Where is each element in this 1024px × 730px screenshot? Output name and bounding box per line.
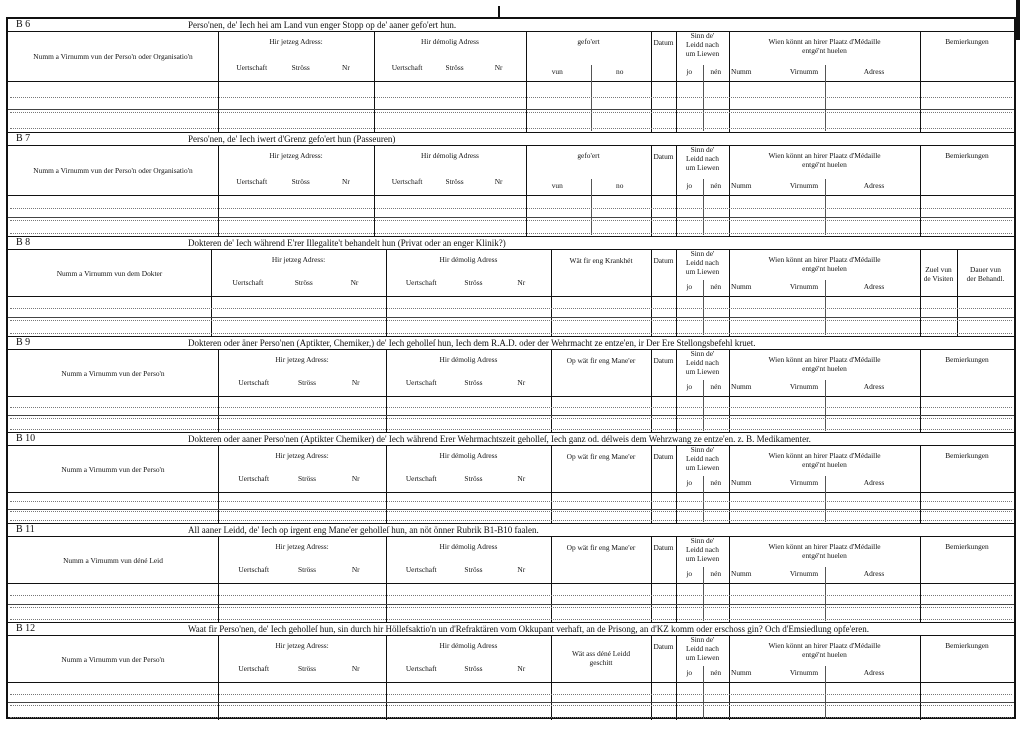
nen-label: nén (710, 67, 722, 76)
section-code: B 8 (16, 237, 31, 248)
section-header-bar (8, 524, 1014, 537)
sinn-header-2: Leidd nach (685, 454, 720, 463)
entry-line[interactable] (10, 705, 1012, 706)
numm-label: Numm (731, 478, 752, 487)
row-rule (8, 415, 1014, 416)
wien-header-1: Wien könnt an hirer Plaatz d'Médaille (768, 542, 881, 551)
section-title: Perso'nen, de' Iech hei am Land vun enger Stopp op de' aaner gefo'ert hun. (188, 20, 457, 30)
row-rule (8, 217, 1014, 218)
virnumm-label: Virnumm (789, 382, 819, 391)
jo-label: jo (686, 668, 693, 677)
sinn-header-3: um Liewen (685, 367, 720, 376)
header-rule (8, 583, 1014, 584)
uertschaft-label: Uertschaft (236, 63, 268, 72)
entry-line[interactable] (10, 501, 1012, 502)
section-b-9 (8, 337, 1014, 433)
uertschaft-label: Uertschaft (405, 378, 437, 387)
jo-label: jo (686, 382, 693, 391)
row-rule (8, 317, 1014, 318)
entry-line[interactable] (10, 717, 1012, 718)
current-address-header: Hir jetzeg Adress: (271, 255, 326, 264)
entry-line[interactable] (10, 407, 1012, 408)
sinn-header-3: um Liewen (685, 49, 720, 58)
sinn-header-3: um Liewen (685, 463, 720, 472)
sinn-header-2: Leidd nach (685, 644, 720, 653)
name-column-header: Numm a Virnumm vun der Perso'n (61, 368, 165, 378)
current-address-header: Hir jetzeg Adress: (269, 151, 323, 160)
zuel-header-1: Zuel vun (925, 264, 952, 274)
nr-label: Nr (351, 664, 360, 673)
current-address-header: Hir jetzeg Adress: (275, 451, 329, 460)
virnumm-label: Virnumm (789, 282, 819, 291)
split-rule (825, 179, 826, 235)
sinn-header-3: um Liewen (685, 267, 720, 276)
stross-label: Ströss (464, 474, 483, 483)
nr-label: Nr (517, 378, 526, 387)
section-b-6 (8, 19, 1014, 133)
sinn-header-1: Sinn de' (690, 635, 715, 644)
nr-label: Nr (342, 63, 350, 72)
section-title: Dokteren oder aaner Perso'nen (Aptikter Chemiker) de' Iech während Erer Wehrmachtszeit geholleſ, Iech ganz od. délweis dem Wehrzwang ze entze'en. z. B. Medikamenter. (188, 434, 811, 444)
jo-label: jo (686, 282, 693, 291)
wien-header-1: Wien könnt an hirer Plaatz d'Médaille (768, 151, 881, 160)
split-rule (703, 567, 704, 621)
col3-header-line1: Wät ass déné Leidd (571, 649, 631, 658)
wien-header-1: Wien könnt an hirer Plaatz d'Médaille (768, 451, 881, 460)
stross-label: Ströss (464, 664, 483, 673)
dauer-header-1: Dauer vun (970, 264, 1001, 274)
row-rule (8, 509, 1014, 510)
entry-line[interactable] (10, 607, 1012, 608)
split-rule (703, 380, 704, 431)
numm-label: Numm (731, 668, 752, 677)
uertschaft-label: Uertschaft (238, 565, 270, 574)
name-column-header: Numm a Virnumm vun dem Dokter (56, 268, 163, 278)
jo-label: jo (686, 478, 693, 487)
section-header-bar (8, 237, 1014, 250)
entry-line[interactable] (10, 595, 1012, 596)
uertschaft-label: Uertschaft (238, 474, 270, 483)
virnumm-label: Virnumm (789, 67, 819, 76)
bemierkungen-header: Bemierkungen (945, 355, 989, 364)
section-b-8 (8, 237, 1014, 337)
nr-label: Nr (517, 474, 526, 483)
gefoert-header: gefo'ert (577, 37, 600, 46)
bemierkungen-header: Bemierkungen (945, 542, 989, 551)
split-rule (825, 666, 826, 719)
row-rule (8, 604, 1014, 605)
current-address-header: Hir jetzeg Adress: (275, 542, 329, 551)
stross-label: Ströss (445, 177, 464, 186)
sinn-header-1: Sinn de' (690, 145, 715, 154)
uertschaft-label: Uertschaft (405, 474, 437, 483)
jo-label: jo (686, 181, 693, 190)
header-rule (8, 296, 1014, 297)
wien-header-1: Wien könnt an hirer Plaatz d'Médaille (768, 37, 881, 46)
virnumm-label: Virnumm (789, 569, 819, 578)
previous-address-header: Hir démolig Adress (439, 542, 498, 551)
adress-label: Adress (863, 67, 885, 76)
section-title: Dokteren oder äner Perso'nen (Aptikter, Chemiker,) de' Iech geholleſ hun, Iech dem R.A.D. oder der Wehrmacht ze entze'en, ir Der Ere Stellongsbefehl kruet. (188, 338, 756, 348)
datum-header: Datum (653, 642, 674, 651)
virnumm-label: Virnumm (789, 181, 819, 190)
sinn-header-3: um Liewen (685, 653, 720, 662)
nr-label: Nr (351, 474, 360, 483)
stross-label: Ströss (291, 63, 310, 72)
section-code: B 12 (16, 623, 36, 634)
stross-label: Ströss (297, 565, 317, 574)
entry-line[interactable] (10, 320, 1012, 321)
no-label: no (616, 67, 624, 76)
datum-header: Datum (653, 152, 674, 161)
nr-label: Nr (342, 177, 350, 186)
nr-label: Nr (494, 177, 503, 186)
sinn-header-2: Leidd nach (685, 40, 720, 49)
bemierkungen-header: Bemierkungen (945, 151, 989, 160)
wien-header-2: entgé'nt huelen (802, 46, 847, 55)
nen-label: nén (710, 478, 722, 487)
numm-label: Numm (731, 282, 752, 291)
zuel-header-2: de Visiten (923, 273, 954, 283)
current-address-header: Hir jetzeg Adress: (269, 37, 323, 46)
entry-line[interactable] (10, 418, 1012, 419)
entry-line[interactable] (10, 208, 1012, 209)
col3-header: Wät fir eng Krankhét (569, 256, 633, 265)
entry-line[interactable] (10, 619, 1012, 620)
virnumm-label: Virnumm (789, 478, 819, 487)
bemierkungen-header: Bemierkungen (945, 641, 989, 650)
vun-label: vun (551, 181, 563, 190)
header-rule (8, 396, 1014, 397)
adress-label: Adress (863, 668, 885, 677)
adress-label: Adress (863, 478, 885, 487)
uertschaft-label: Uertschaft (236, 177, 268, 186)
virnumm-label: Virnumm (789, 668, 819, 677)
previous-address-header: Hir démolig Adress (439, 451, 498, 460)
uertschaft-label: Uertschaft (391, 63, 423, 72)
wien-header-1: Wien könnt an hirer Plaatz d'Médaille (768, 255, 881, 264)
nen-label: nén (710, 569, 722, 578)
header-rule (8, 682, 1014, 683)
previous-address-header: Hir démolig Adress (439, 641, 498, 650)
gefoert-header: gefo'ert (577, 151, 600, 160)
section-header-bar (8, 433, 1014, 446)
current-address-header: Hir jetzeg Adress: (275, 355, 329, 364)
adress-label: Adress (863, 181, 885, 190)
split-rule (703, 666, 704, 719)
nr-label: Nr (494, 63, 503, 72)
form-page (6, 17, 1016, 719)
header-rule (8, 492, 1014, 493)
adress-label: Adress (863, 382, 885, 391)
section-title: Waat fir Perso'nen, de' Iech geholleſ hun, sin durch hir Höllefsaktio'n un d'Refraktären vom Okkupant verhaft, an de Prisong, an d'KZ komm oder erschoss gin? Och d'Emsiedlung opfe'eren. (188, 624, 869, 634)
entry-line[interactable] (10, 520, 1012, 521)
section-code: B 7 (16, 133, 31, 144)
nen-label: nén (710, 181, 722, 190)
numm-label: Numm (731, 181, 752, 190)
uertschaft-label: Uertschaft (238, 378, 270, 387)
name-column-header: Numm a Virnumm vun der Perso'n oder Organisatio'n (33, 166, 193, 175)
name-column-header: Numm a Virnumm vun der Perso'n oder Organisatio'n (33, 52, 193, 61)
adress-label: Adress (863, 282, 885, 291)
col3-header-line2: geschitt (589, 658, 613, 667)
split-rule (703, 476, 704, 522)
datum-header: Datum (653, 543, 674, 552)
nr-label: Nr (517, 565, 526, 574)
entry-line[interactable] (10, 308, 1012, 309)
entry-line[interactable] (10, 112, 1012, 113)
nr-label: Nr (517, 278, 526, 287)
no-label: no (616, 181, 624, 190)
nr-label: Nr (351, 565, 360, 574)
nr-label: Nr (351, 378, 360, 387)
previous-address-header: Hir démolig Adress (439, 255, 498, 264)
column-rule (957, 249, 958, 336)
sinn-header-3: um Liewen (685, 163, 720, 172)
dauer-header-2: der Behandl. (966, 273, 1005, 283)
split-rule (703, 179, 704, 235)
datum-header: Datum (653, 452, 674, 461)
name-column-header: Numm a Virnumm vun der Perso'n (61, 654, 165, 664)
uertschaft-label: Uertschaft (391, 177, 423, 186)
section-code: B 9 (16, 337, 31, 348)
stross-label: Ströss (445, 63, 464, 72)
datum-header: Datum (653, 256, 674, 265)
bemierkungen-header: Bemierkungen (945, 451, 989, 460)
sinn-header-2: Leidd nach (685, 258, 720, 267)
uertschaft-label: Uertschaft (405, 565, 437, 574)
section-header-bar (8, 133, 1014, 146)
section-code: B 11 (16, 524, 35, 535)
numm-label: Numm (731, 382, 752, 391)
entry-line[interactable] (10, 233, 1012, 234)
wien-header-1: Wien könnt an hirer Plaatz d'Médaille (768, 641, 881, 650)
wien-header-2: entgé'nt huelen (802, 160, 847, 169)
section-code: B 6 (16, 19, 31, 30)
datum-header: Datum (653, 356, 674, 365)
entry-line[interactable] (10, 128, 1012, 129)
nen-label: nén (710, 282, 722, 291)
nr-label: Nr (350, 278, 359, 287)
section-b-10 (8, 433, 1014, 524)
split-rule (825, 65, 826, 131)
nr-label: Nr (517, 664, 526, 673)
split-rule (825, 567, 826, 621)
stross-label: Ströss (297, 378, 317, 387)
jo-label: jo (686, 67, 693, 76)
section-title: Perso'nen, de' Iech iwert d'Grenz gefo'ert hun (Passeuren) (188, 134, 396, 144)
previous-address-header: Hir démolig Adress (421, 37, 479, 46)
edge-mark (1016, 0, 1020, 40)
entry-line[interactable] (10, 694, 1012, 695)
col3-header: Op wät fir eng Mane'er (566, 543, 636, 552)
entry-line[interactable] (10, 429, 1012, 430)
entry-line[interactable] (10, 333, 1012, 334)
stross-label: Ströss (291, 177, 310, 186)
wien-header-2: entgé'nt huelen (802, 650, 847, 659)
split-rule (703, 65, 704, 131)
sinn-header-1: Sinn de' (690, 349, 715, 358)
sinn-header-1: Sinn de' (690, 445, 715, 454)
nen-label: nén (710, 382, 722, 391)
sinn-header-2: Leidd nach (685, 154, 720, 163)
section-title: All aaner Leidd, de' Iech op irgent eng Mane'er geholleſ hun, an nöt önner Rubrik B1-B10 faalen. (188, 525, 539, 535)
adress-label: Adress (863, 569, 885, 578)
nen-label: nén (710, 668, 722, 677)
row-rule (8, 702, 1014, 703)
col3-header: Op wät fir eng Mane'er (566, 452, 636, 461)
header-rule (8, 195, 1014, 196)
current-address-header: Hir jetzeg Adress: (275, 641, 329, 650)
section-header-bar (8, 337, 1014, 350)
stross-label: Ströss (464, 278, 483, 287)
numm-label: Numm (731, 569, 752, 578)
vun-label: vun (551, 67, 563, 76)
name-column-header: Numm a Virnumm vun der Perso'n (61, 464, 165, 474)
row-rule (8, 109, 1014, 110)
entry-line[interactable] (10, 97, 1012, 98)
sinn-header-2: Leidd nach (685, 358, 720, 367)
section-title: Dokteren de' Iech während E'rer Illegalite't behandelt hun (Privat oder an enger Klinik?) (188, 238, 506, 248)
entry-line[interactable] (10, 511, 1012, 512)
split-rule (825, 380, 826, 431)
uertschaft-label: Uertschaft (232, 278, 264, 287)
section-header-bar (8, 19, 1014, 32)
stross-label: Ströss (297, 664, 317, 673)
uertschaft-label: Uertschaft (405, 278, 437, 287)
split-rule (825, 476, 826, 522)
wien-header-2: entgé'nt huelen (802, 551, 847, 560)
name-column-header: Numm a Virnumm vun déné Leid (63, 555, 163, 565)
jo-label: jo (686, 569, 693, 578)
sinn-header-3: um Liewen (685, 554, 720, 563)
stross-label: Ströss (464, 378, 483, 387)
previous-address-header: Hir démolig Adress (439, 355, 498, 364)
col3-header: Op wät fir eng Mane'er (566, 356, 636, 365)
uertschaft-label: Uertschaft (238, 664, 270, 673)
sinn-header-1: Sinn de' (690, 31, 715, 40)
sinn-header-2: Leidd nach (685, 545, 720, 554)
entry-line[interactable] (10, 220, 1012, 221)
wien-header-2: entgé'nt huelen (802, 460, 847, 469)
section-b-7 (8, 133, 1014, 237)
wien-header-2: entgé'nt huelen (802, 364, 847, 373)
section-code: B 10 (16, 433, 36, 444)
wien-header-2: entgé'nt huelen (802, 264, 847, 273)
stross-label: Ströss (464, 565, 483, 574)
section-b-11 (8, 524, 1014, 623)
column-rule (551, 635, 552, 720)
wien-header-1: Wien könnt an hirer Plaatz d'Médaille (768, 355, 881, 364)
split-rule (591, 179, 592, 235)
previous-address-header: Hir démolig Adress (421, 151, 479, 160)
section-b-12 (8, 623, 1014, 721)
split-rule (591, 65, 592, 131)
numm-label: Numm (731, 67, 752, 76)
datum-header: Datum (653, 38, 674, 47)
section-header-bar (8, 623, 1014, 636)
stross-label: Ströss (294, 278, 313, 287)
sinn-header-1: Sinn de' (690, 249, 715, 258)
bemierkungen-header: Bemierkungen (945, 37, 989, 46)
stross-label: Ströss (297, 474, 317, 483)
uertschaft-label: Uertschaft (405, 664, 437, 673)
column-rule (920, 249, 921, 336)
header-rule (8, 81, 1014, 82)
sinn-header-1: Sinn de' (690, 536, 715, 545)
